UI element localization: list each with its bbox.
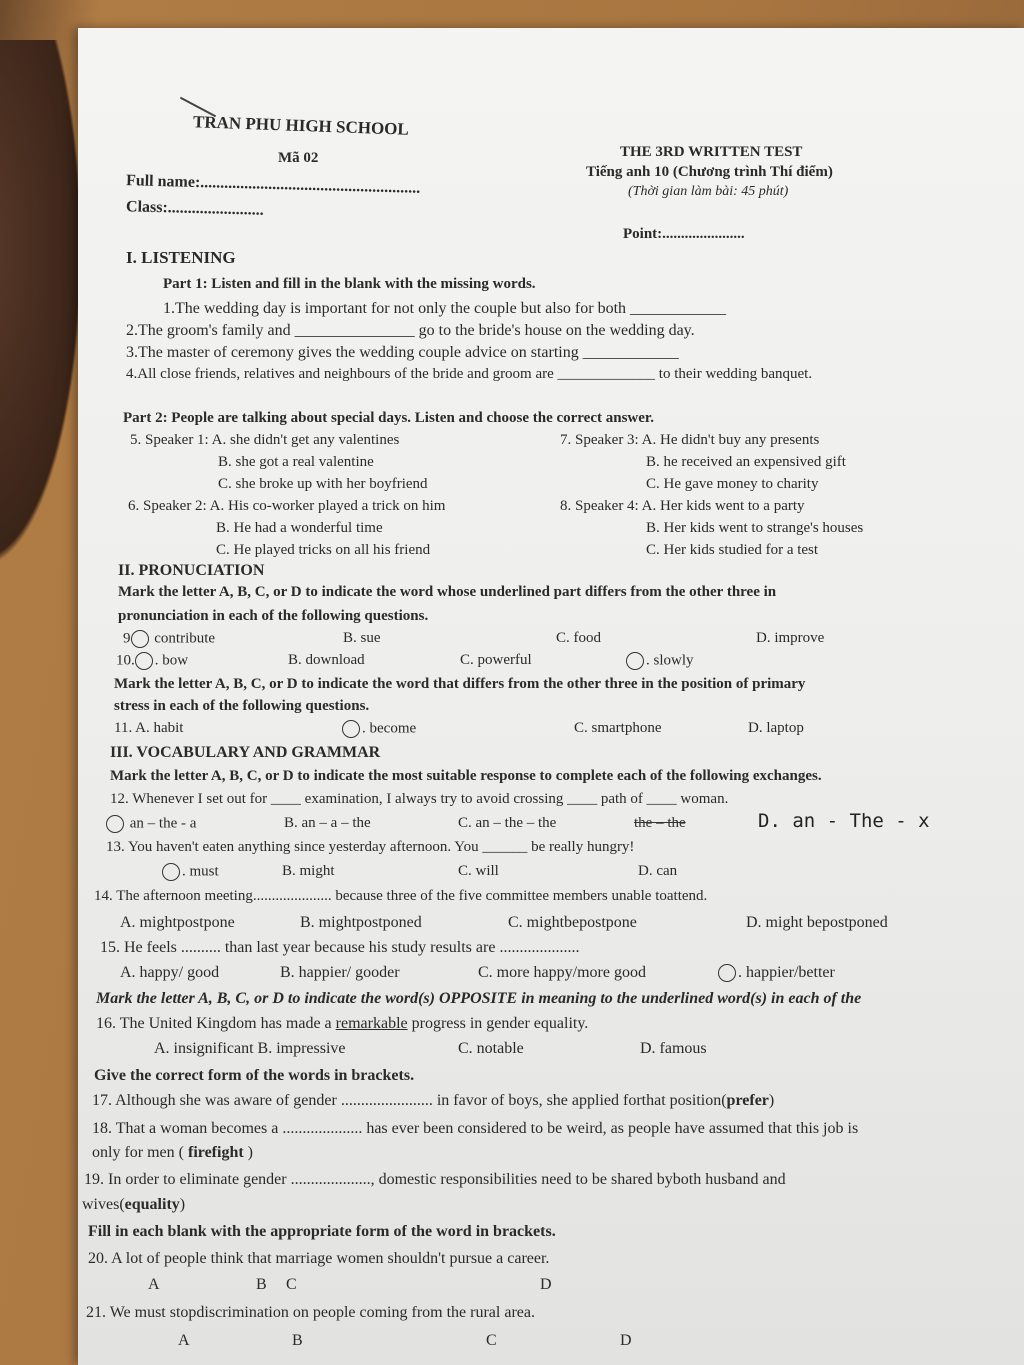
- q9d: D. improve: [756, 630, 825, 646]
- circled-answer-icon: [342, 720, 360, 738]
- q7: 7. Speaker 3: A. He didn't buy any presents: [560, 432, 820, 448]
- section-pronunciation: II. PRONUCIATION: [118, 562, 265, 579]
- circled-answer-icon: [626, 652, 644, 670]
- q9: 9 contribute: [123, 630, 216, 647]
- q5b: B. she got a real valentine: [218, 454, 374, 470]
- q7b: B. he received an expensived gift: [646, 454, 846, 470]
- class-field: Class:........................: [125, 198, 264, 219]
- pron-instr-2a: Mark the letter A, B, C, or D to indicate the word that differs from the other three in the position of primary: [114, 676, 806, 692]
- exam-paper: [78, 28, 1024, 1365]
- q8: 8. Speaker 4: A. Her kids went to a party: [560, 498, 805, 514]
- circled-answer-icon: [106, 815, 124, 833]
- q21-label-d: D: [620, 1332, 632, 1349]
- circled-answer-icon: [131, 630, 149, 648]
- q2: 2.The groom's family and _______________ go to the bride's house on the wedding day.: [126, 322, 695, 339]
- q10b: B. download: [288, 652, 365, 668]
- q13b: B. might: [282, 863, 335, 879]
- circled-answer-icon: [718, 964, 736, 982]
- q5: 5. Speaker 1: A. she didn't get any valentines: [130, 432, 400, 448]
- q20-label-b: B: [256, 1276, 267, 1293]
- circled-answer-icon: [162, 863, 180, 881]
- q12: 12. Whenever I set out for ____ examination, I always try to avoid crossing ____ path of ____ woman.: [110, 791, 729, 807]
- pron-instr-1b: pronunciation in each of the following questions.: [118, 608, 429, 624]
- q12a: an – the - a: [106, 815, 196, 833]
- q16d: D. famous: [640, 1040, 707, 1057]
- q8b: B. Her kids went to strange's houses: [646, 520, 864, 536]
- q13c: C. will: [458, 863, 499, 879]
- point-field: Point:......................: [623, 226, 745, 242]
- full-name-field: Full name:.......................................................: [125, 172, 421, 197]
- exam-code: Mã 02: [278, 150, 319, 166]
- q6b: B. He had a wonderful time: [216, 520, 383, 536]
- q14c: C. mightbepostpone: [508, 914, 637, 931]
- q15b: B. happier/ gooder: [280, 964, 400, 981]
- q11c: C. smartphone: [574, 720, 662, 736]
- q13: 13. You haven't eaten anything since yesterday afternoon. You ______ be really hungry!: [106, 839, 635, 855]
- hand-shadow: [0, 40, 80, 560]
- q21-label-c: C: [486, 1332, 497, 1349]
- q16c: C. notable: [458, 1040, 524, 1057]
- time-limit: (Thời gian làm bài: 45 phút): [628, 184, 789, 199]
- part1-title: Part 1: Listen and fill in the blank with the missing words.: [163, 276, 536, 292]
- test-title: THE 3RD WRITTEN TEST: [620, 144, 803, 160]
- q19: 19. In order to eliminate gender ...................., domestic responsibilities need to be shared byboth husband and: [84, 1171, 786, 1188]
- form-instr: Give the correct form of the words in brackets.: [94, 1067, 415, 1084]
- q21-label-a: A: [178, 1332, 190, 1349]
- q15c: C. more happy/more good: [478, 964, 646, 981]
- q14: 14. The afternoon meeting..................... because three of the five committee members unable toattend.: [94, 888, 708, 904]
- opposite-instr: Mark the letter A, B, C, or D to indicate the word(s) OPPOSITE in meaning to the underlined word(s) in each of the: [96, 990, 862, 1007]
- q10: 10. . bow: [116, 652, 189, 669]
- q16a: A. insignificant B. impressive: [154, 1040, 346, 1057]
- q20: 20. A lot of people think that marriage women shouldn't pursue a career.: [88, 1250, 550, 1267]
- q9c: C. food: [556, 630, 601, 646]
- q17: 17. Although she was aware of gender ....................... in favor of boys, she applied forthat position(prefer): [92, 1092, 775, 1109]
- q12b: B. an – a – the: [284, 815, 371, 831]
- q21-label-b: B: [292, 1332, 303, 1349]
- q18-cont: only for men ( firefight ): [92, 1144, 253, 1161]
- q10c: C. powerful: [460, 652, 532, 668]
- q4: 4.All close friends, relatives and neighbours of the bride and groom are _____________ to their wedding banquet.: [126, 366, 813, 382]
- q12c: C. an – the – the: [458, 815, 557, 831]
- q12d-crossed: the – the: [634, 815, 686, 831]
- pron-instr-1a: Mark the letter A, B, C, or D to indicate the word whose underlined part differs from the other three in: [118, 584, 777, 600]
- q13a: . must: [162, 863, 219, 881]
- vocab-instr: Mark the letter A, B, C, or D to indicate the most suitable response to complete each of the following exchanges.: [110, 768, 822, 784]
- q12-handwritten: D. an - The - x: [758, 810, 930, 832]
- q21: 21. We must stopdiscrimination on people coming from the rural area.: [86, 1304, 535, 1321]
- q5c: C. she broke up with her boyfriend: [218, 476, 428, 492]
- q3: 3.The master of ceremony gives the wedding couple advice on starting ____________: [126, 344, 679, 361]
- q6c: C. He played tricks on all his friend: [216, 542, 431, 558]
- q20-label-d: D: [540, 1276, 552, 1293]
- q20-label-c: C: [286, 1276, 297, 1293]
- q10d: . slowly: [626, 652, 694, 670]
- q15a: A. happy/ good: [120, 964, 220, 981]
- q14d: D. might bepostponed: [746, 914, 888, 931]
- q13d: D. can: [638, 863, 678, 879]
- q11d: D. laptop: [748, 720, 804, 736]
- q16: 16. The United Kingdom has made a remarkable progress in gender equality.: [96, 1015, 589, 1032]
- circled-answer-icon: [135, 652, 153, 670]
- q9b: B. sue: [343, 630, 381, 646]
- school-name: TRAN PHU HIGH SCHOOL: [192, 112, 410, 139]
- q15d: . happier/better: [718, 964, 835, 982]
- part2-title: Part 2: People are talking about special days. Listen and choose the correct answer.: [123, 410, 654, 426]
- q15: 15. He feels .......... than last year because his study results are ....................: [100, 939, 580, 956]
- q8c: C. Her kids studied for a test: [646, 542, 819, 558]
- q7c: C. He gave money to charity: [646, 476, 819, 492]
- q11a: 11. A. habit: [114, 720, 184, 736]
- q20-label-a: A: [148, 1276, 160, 1293]
- q14a: A. mightpostpone: [120, 914, 235, 931]
- section-vocab: III. VOCABULARY AND GRAMMAR: [110, 744, 381, 761]
- q14b: B. mightpostponed: [300, 914, 422, 931]
- q18: 18. That a woman becomes a .................... has ever been considered to be weird, as people have assumed that this job is: [92, 1120, 859, 1137]
- q1: 1.The wedding day is important for not only the couple but also for both ____________: [163, 300, 727, 317]
- section-listening: I. LISTENING: [126, 248, 236, 267]
- pron-instr-2b: stress in each of the following questions.: [114, 698, 370, 714]
- q11b: . become: [342, 720, 416, 738]
- q6: 6. Speaker 2: A. His co-worker played a trick on him: [128, 498, 446, 514]
- q19-cont: wives(equality): [82, 1196, 186, 1213]
- subject: Tiếng anh 10 (Chương trình Thí điểm): [586, 164, 833, 180]
- fill-instr: Fill in each blank with the appropriate form of the word in brackets.: [88, 1223, 556, 1240]
